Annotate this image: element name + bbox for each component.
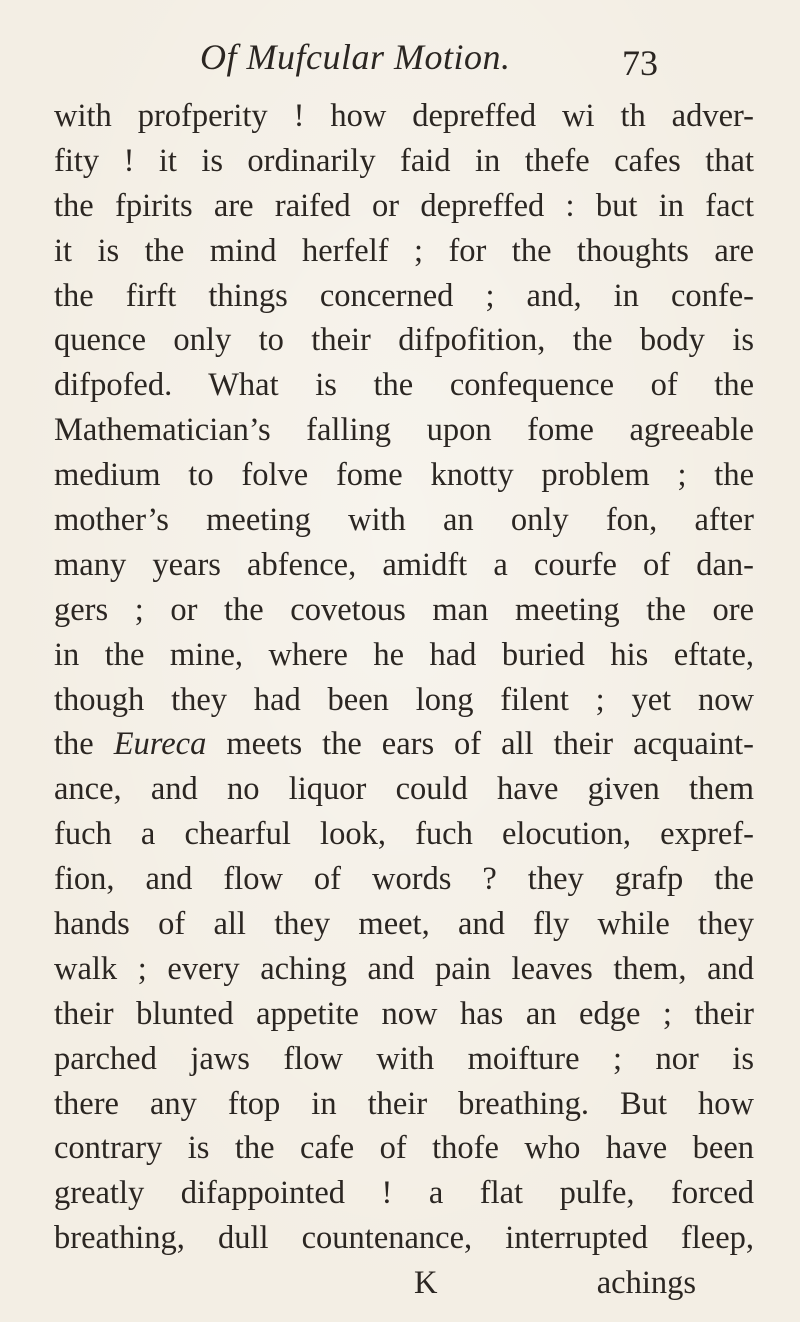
text-line: though they had been long filent ; yet now	[54, 681, 754, 718]
text-line: breathing, dull countenance, interrupted fleep,	[54, 1220, 754, 1257]
page-number: 73	[622, 43, 658, 83]
text-line: walk ; every aching and pain leaves them, and	[54, 950, 754, 987]
text-line: greatly difappointed ! a flat pulfe, forced	[54, 1175, 754, 1212]
line-segment: the	[54, 726, 114, 763]
text-line: the fpirits are raifed or depreffed : but in fact	[54, 187, 754, 224]
line-segment: meets the ears of all their acquaint-	[206, 726, 754, 763]
text-line: the firft things concerned ; and, in confe-	[54, 277, 754, 314]
text-line: medium to folve fome knotty problem ; the	[54, 457, 754, 494]
signature-mark: K	[414, 1265, 438, 1302]
text-line: mother’s meeting with an only fon, after	[54, 502, 754, 539]
text-line: hands of all they meet, and fly while they	[54, 906, 754, 943]
text-line: gers ; or the covetous man meeting the ore	[54, 591, 754, 628]
italic-word: Eureca	[113, 726, 207, 763]
text-line: there any ftop in their breathing. But how	[54, 1085, 754, 1122]
running-head: Of Mufcular Motion.	[200, 37, 511, 77]
text-line: fuch a chearful look, fuch elocution, expref-	[54, 816, 754, 853]
text-line: with profperity ! how depreffed wi th adver-	[54, 98, 754, 134]
text-line: their blunted appetite now has an edge ; their	[54, 995, 754, 1032]
text-line: fion, and flow of words ? they grafp the	[54, 861, 754, 898]
text-line: Mathematician’s falling upon fome agreeable	[54, 412, 754, 449]
page-header	[0, 36, 800, 86]
body-text	[54, 94, 754, 1306]
text-line: it is the mind herfelf ; for the thoughts are	[54, 232, 754, 269]
text-line: parched jaws flow with moifture ; nor is	[54, 1040, 754, 1077]
page-footer	[54, 1261, 754, 1306]
catchword: achings	[596, 1265, 696, 1302]
text-line: fity ! it is ordinarily faid in thefe cafes that	[54, 142, 754, 179]
text-line: quence only to their difpofition, the body is	[54, 322, 754, 359]
text-line: in the mine, where he had buried his eftate,	[54, 636, 754, 673]
text-line-with-italic	[54, 722, 754, 767]
text-line: many years abfence, amidft a courfe of dan-	[54, 546, 754, 583]
text-line: contrary is the cafe of thofe who have been	[54, 1130, 754, 1167]
text-line: difpofed. What is the confequence of the	[54, 367, 754, 404]
text-line: ance, and no liquor could have given them	[54, 771, 754, 808]
